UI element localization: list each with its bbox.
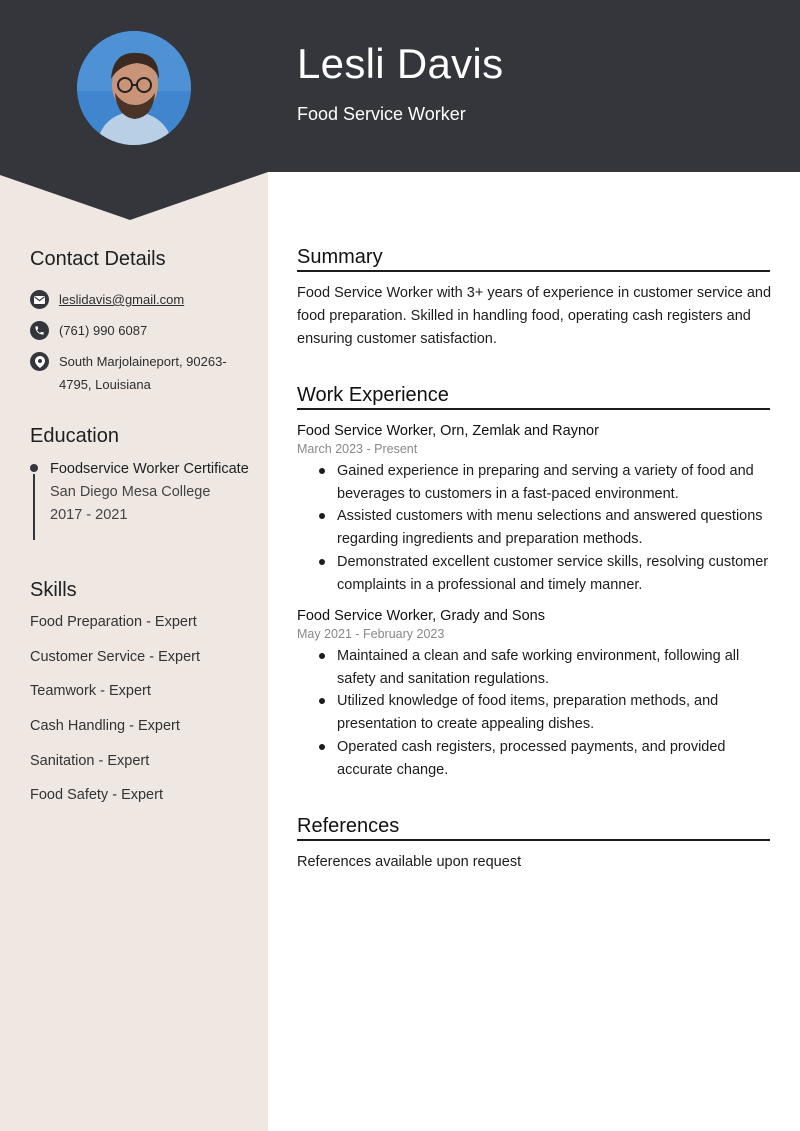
phone-icon xyxy=(30,321,49,340)
contact-address-row xyxy=(30,352,234,396)
contact-phone-row xyxy=(30,321,239,342)
address: South Marjolaineport, 90263-4795, Louisiana xyxy=(59,354,227,392)
skill-item: Food Preparation - Expert xyxy=(30,614,197,630)
timeline-dot xyxy=(30,464,38,472)
job-bullet: Operated cash registers, processed payments, and provided accurate change. xyxy=(297,736,772,781)
skill-item: Customer Service - Expert xyxy=(30,649,201,665)
job-title: Food Service Worker, Grady and Sons xyxy=(297,608,545,624)
contact-email-row xyxy=(30,290,239,311)
timeline-line xyxy=(33,474,35,540)
education-section-title: Education xyxy=(30,425,119,447)
job-dates: March 2023 - Present xyxy=(297,442,418,456)
avatar xyxy=(77,31,191,145)
skill-item: Sanitation - Expert xyxy=(30,753,150,769)
location-pin-icon xyxy=(30,352,49,371)
job-bullet: Demonstrated excellent customer service skills, resolving customer complaints in a professional and timely manner. xyxy=(297,551,772,596)
skills-section-title: Skills xyxy=(30,579,77,601)
job-bullets xyxy=(297,460,772,596)
contact-section-title: Contact Details xyxy=(30,248,166,270)
experience-section-title: Work Experience xyxy=(297,384,449,406)
education-years: 2017 - 2021 xyxy=(50,507,128,523)
profile-photo xyxy=(77,31,191,145)
job-bullets xyxy=(297,645,772,781)
skill-item: Food Safety - Expert xyxy=(30,787,163,803)
phone-number: (761) 990 6087 xyxy=(59,323,148,338)
section-divider xyxy=(297,270,770,272)
summary-text: Food Service Worker with 3+ years of experience in customer service and food preparation. Skilled in handling food, operating cash registers and ensuring customer satisfaction. xyxy=(297,285,772,347)
skill-item: Cash Handling - Expert xyxy=(30,718,180,734)
education-degree: Foodservice Worker Certificate xyxy=(50,461,249,477)
candidate-name: Lesli Davis xyxy=(297,40,504,87)
section-divider xyxy=(297,408,770,410)
header-chevron xyxy=(0,171,268,221)
job-bullet: Gained experience in preparing and serving a variety of food and beverages to customers in a fast-paced environment. xyxy=(297,460,772,505)
references-section-title: References xyxy=(297,815,400,837)
job-bullet: Assisted customers with menu selections and answered questions regarding ingredients and preparation methods. xyxy=(297,505,772,550)
education-school: San Diego Mesa College xyxy=(50,484,211,500)
references-text: References available upon request xyxy=(297,854,522,870)
job-title: Food Service Worker, Orn, Zemlak and Raynor xyxy=(297,423,599,439)
candidate-role: Food Service Worker xyxy=(297,104,466,124)
job-bullet: Maintained a clean and safe working environment, following all safety and sanitation regulations. xyxy=(297,645,772,690)
email-link[interactable]: leslidavis@gmail.com xyxy=(59,292,185,307)
job-dates: May 2021 - February 2023 xyxy=(297,627,445,641)
section-divider xyxy=(297,839,770,841)
job-bullet: Utilized knowledge of food items, preparation methods, and presentation to create appealing dishes. xyxy=(297,690,772,735)
envelope-icon xyxy=(30,290,49,309)
summary-section-title: Summary xyxy=(297,246,383,268)
skill-item: Teamwork - Expert xyxy=(30,683,151,699)
